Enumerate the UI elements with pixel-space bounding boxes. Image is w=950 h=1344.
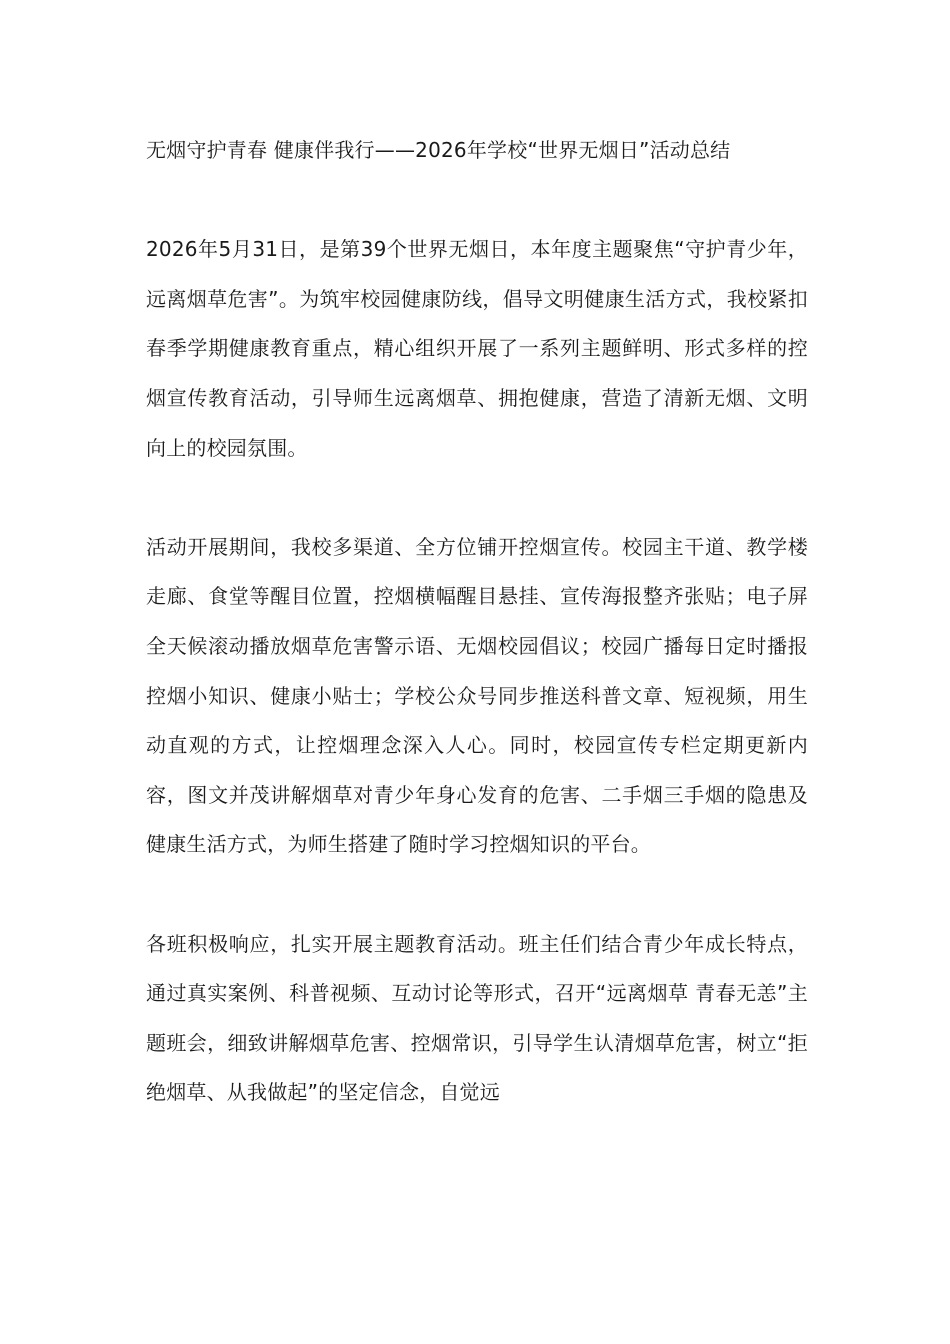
document-body (146, 126, 808, 1118)
paragraph-2: 活动开展期间，我校多渠道、全方位铺开控烟宣传。校园主干道、教学楼走廊、食堂等醒目位置，控烟横幅醒目悬挂、宣传海报整齐张贴；电子屏全天候滚动播放烟草危害警示语、无烟校园倡议；校园广播每日定时播报控烟小知识、健康小贴士；学校公众号同步推送科普文章、短视频，用生动直观的方式，让控烟理念深入人心。同时，校园宣传专栏定期更新内容，图文并茂讲解烟草对青少年身心发育的危害、二手烟三手烟的隐患及健康生活方式，为师生搭建了随时学习控烟知识的平台。 (146, 534, 808, 857)
document-title: 无烟守护青春 健康伴我行——2026年学校“世界无烟日”活动总结 (146, 138, 731, 162)
paragraph-1: 2026年5月31日，是第39个世界无烟日，本年度主题聚焦“守护青少年，远离烟草危害”。为筑牢校园健康防线，倡导文明健康生活方式，我校紧扣春季学期健康教育重点，精心组织开展了一系列主题鲜明、形式多样的控烟宣传教育活动，引导师生远离烟草、拥抱健康，营造了清新无烟、文明向上的校园氛围。 (146, 237, 808, 460)
paragraph-3: 各班积极响应，扎实开展主题教育活动。班主任们结合青少年成长特点，通过真实案例、科普视频、互动讨论等形式，召开“远离烟草 青春无恙”主题班会，细致讲解烟草危害、控烟常识，引导学生认清烟草危害，树立“拒绝烟草、从我做起”的坚定信念，自觉远 (146, 931, 808, 1105)
